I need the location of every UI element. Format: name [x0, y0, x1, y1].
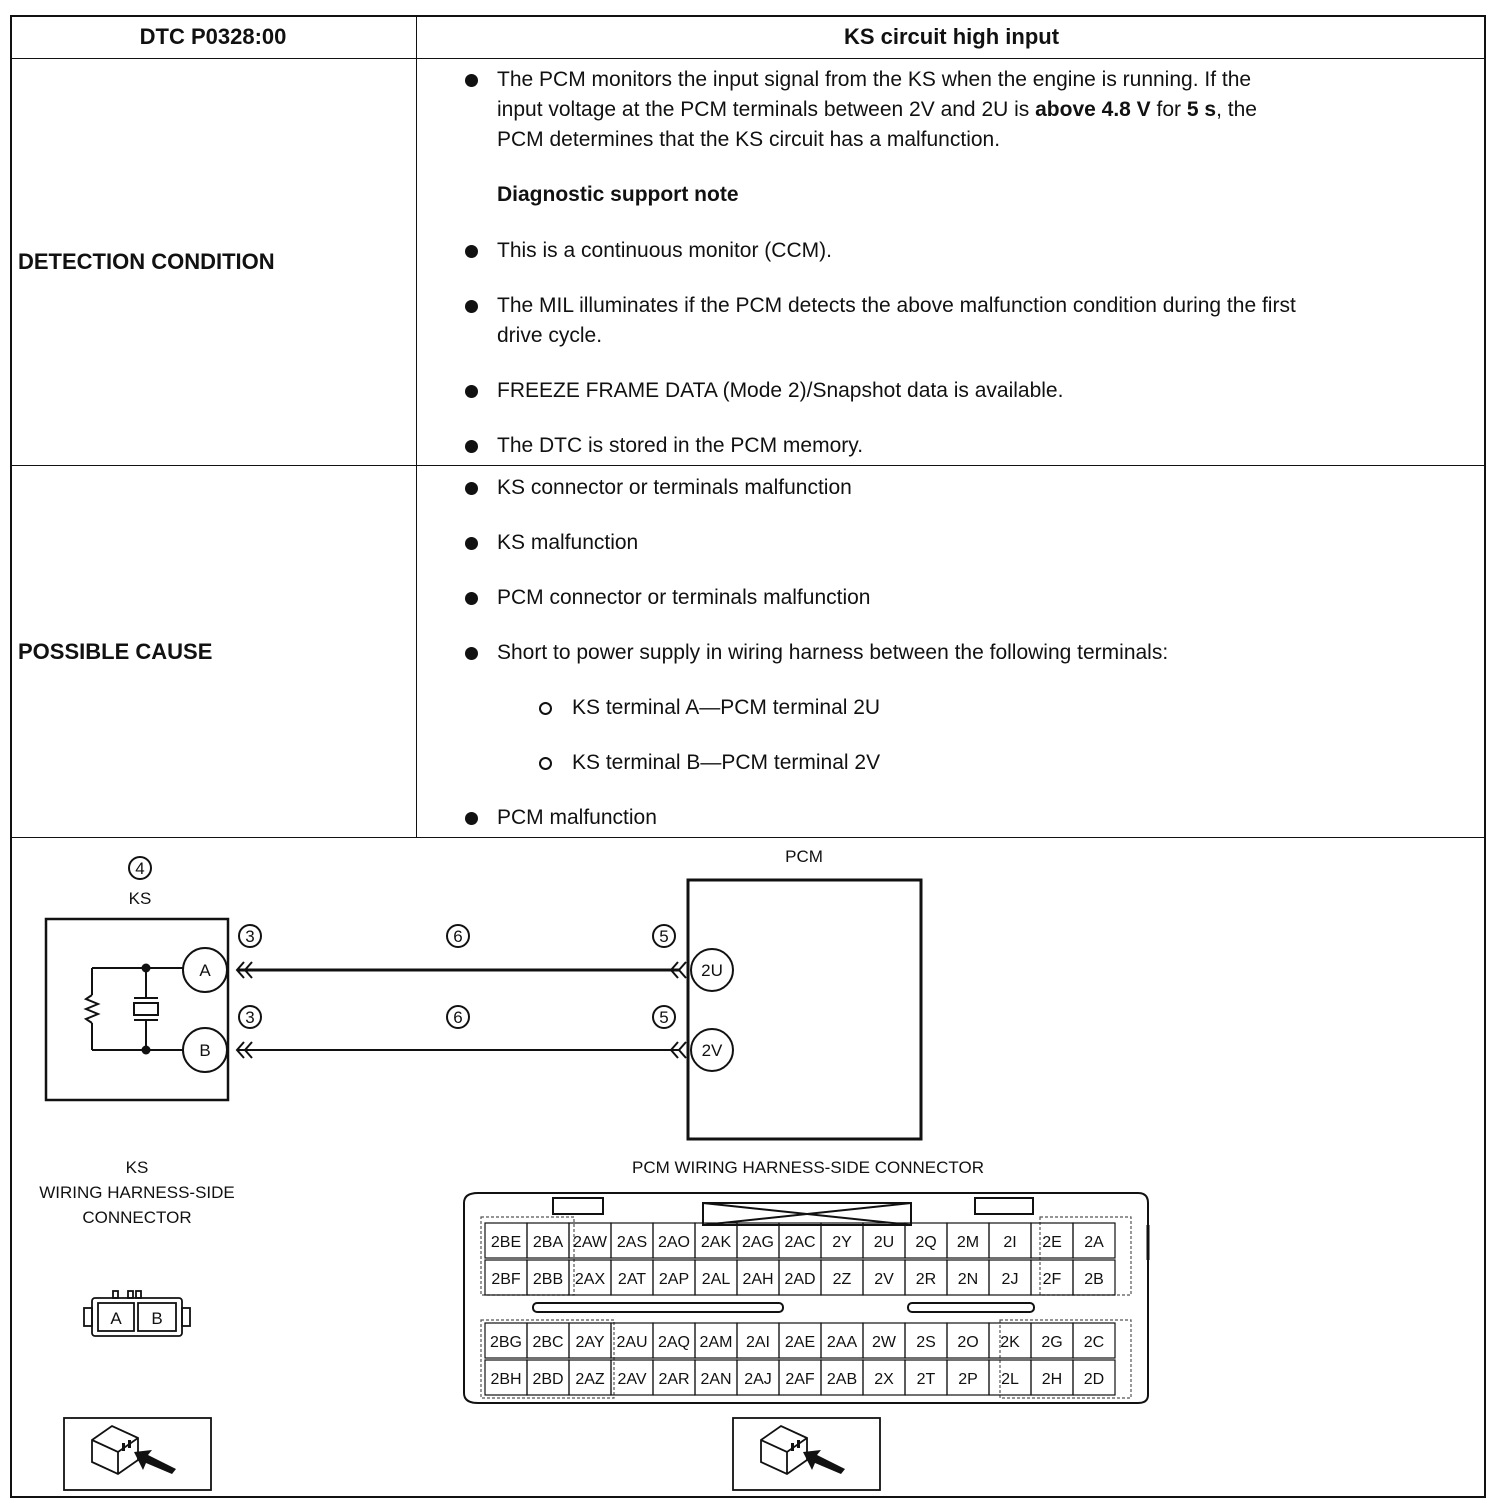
pcm-pin-label: 2R [915, 1271, 937, 1288]
pcm-pin-label: 2AD [784, 1271, 816, 1288]
pcm-pin-label: 2AH [742, 1271, 774, 1288]
pcm-pin-label: 2AC [784, 1234, 816, 1251]
pcm-pin-label: 2J [1001, 1271, 1019, 1288]
pcm-pin-label: 2AB [826, 1371, 858, 1388]
dtc-code: DTC P0328:00 [139, 24, 287, 49]
pcm-pin-label: 2A [1084, 1234, 1104, 1251]
pcm-pin-label: 2D [1083, 1371, 1105, 1388]
ref-5: 5 [659, 1008, 669, 1027]
pcm-pin-label: 2C [1083, 1334, 1105, 1351]
pcm-pin-label: 2AS [616, 1234, 648, 1251]
pcm-pin-label: 2AR [658, 1371, 690, 1388]
pcm-pin-label: 2AQ [657, 1334, 691, 1351]
ks-connector-title: CONNECTOR [82, 1208, 192, 1227]
ks-sensor-box [46, 919, 228, 1100]
pcm-pin-label: 2U [873, 1234, 895, 1251]
pcm-pin-label: 2M [956, 1234, 980, 1251]
cause-sub-bullet-1: KS terminal A—PCM terminal 2U [572, 696, 881, 719]
cause-sub-bullet-2: KS terminal B—PCM terminal 2V [572, 751, 881, 774]
pcm-pin-label: 2AZ [575, 1371, 605, 1388]
pcm-pin-label: 2BB [532, 1271, 564, 1288]
detection-bullet-4: FREEZE FRAME DATA (Mode 2)/Snapshot data is available. [497, 379, 1064, 402]
connector-icon [92, 1426, 138, 1474]
ref-3: 3 [245, 1008, 255, 1027]
pcm-pin-label: 2S [916, 1334, 936, 1351]
pcm-pin-label: 2AM [699, 1334, 733, 1351]
pcm-pin-label: 2Q [915, 1234, 937, 1251]
ks-connector-title: KS [125, 1158, 149, 1177]
pcm-pin-label: 2V [874, 1271, 894, 1288]
ks-connector-title: WIRING HARNESS-SIDE [39, 1183, 235, 1202]
pcm-pin-label: 2BF [491, 1271, 521, 1288]
detection-bullet-2: This is a continuous monitor (CCM). [497, 239, 832, 262]
ref-5: 5 [659, 927, 669, 946]
pcm-pin-label: 2H [1041, 1371, 1063, 1388]
pcm-pin-label: 2AW [572, 1234, 608, 1251]
pcm-pin-label: 2BC [532, 1334, 564, 1351]
pcm-pin-label: 2BE [490, 1234, 522, 1251]
ks-pin-b: B [199, 1041, 211, 1060]
duration-value: 5 s [1186, 98, 1217, 121]
detection-text-line: The MIL illuminates if the PCM detects the above malfunction condition during the first [497, 294, 1296, 317]
pcm-pin-label: 2AV [617, 1371, 647, 1388]
pcm-pin-label: 2Y [832, 1234, 852, 1251]
arrow-icon [134, 1450, 176, 1474]
pcm-pin-label: 2Z [832, 1271, 852, 1288]
cause-bullet-4: Short to power supply in wiring harness between the following terminals: [497, 641, 1169, 664]
possible-cause-label: POSSIBLE CAUSE [18, 639, 213, 664]
pcm-pin-label: 2BH [490, 1371, 522, 1388]
pcm-pin-label: 2AT [617, 1271, 647, 1288]
arrow-icon [803, 1450, 845, 1474]
cause-bullet-1: KS connector or terminals malfunction [497, 476, 852, 499]
detection-text-line: drive cycle. [497, 324, 603, 347]
pcm-pin-2v: 2V [701, 1041, 723, 1060]
cause-bullet-5: PCM malfunction [497, 806, 657, 829]
pcm-pin-label: 2BG [489, 1334, 523, 1351]
pcm-pin-label: 2O [957, 1334, 979, 1351]
pcm-pin-label: 2G [1041, 1334, 1063, 1351]
pcm-box [688, 880, 921, 1139]
pcm-pin-label: 2AU [616, 1334, 648, 1351]
ks-conn-pin-b: B [151, 1309, 163, 1328]
pcm-connector-title: PCM WIRING HARNESS-SIDE CONNECTOR [632, 1158, 984, 1177]
pcm-pin-label: 2B [1084, 1271, 1104, 1288]
ks-pin-a: A [199, 961, 211, 980]
detection-text-line: PCM determines that the KS circuit has a malfunction. [497, 128, 1001, 151]
pcm-pin-label: 2K [1000, 1334, 1020, 1351]
pcm-pin-label: 2AA [826, 1334, 858, 1351]
text-span: , the [1216, 98, 1257, 121]
pcm-pin-label: 2AO [657, 1234, 691, 1251]
pcm-pin-label: 2AX [574, 1271, 606, 1288]
pcm-pin-label: 2BA [532, 1234, 564, 1251]
detection-condition-label: DETECTION CONDITION [18, 249, 275, 274]
pcm-pin-label: 2I [1003, 1234, 1017, 1251]
detection-bullet-5: The DTC is stored in the PCM memory. [497, 434, 864, 457]
connector-icon [761, 1426, 807, 1474]
pcm-pin-label: 2AI [745, 1334, 771, 1351]
ks-harness-connector [84, 1291, 190, 1336]
pcm-pin-label: 2AE [784, 1334, 816, 1351]
ref-3: 3 [245, 927, 255, 946]
pcm-pin-label: 2W [872, 1334, 896, 1351]
ks-label: KS [128, 889, 152, 908]
pcm-pin-label: 2X [874, 1371, 894, 1388]
detection-text-line: The PCM monitors the input signal from the KS when the engine is running. If the [497, 68, 1252, 91]
ref-4: 4 [135, 859, 145, 878]
pcm-pin-label: 2E [1042, 1234, 1062, 1251]
ref-6: 6 [453, 927, 463, 946]
resistor-icon [86, 995, 98, 1023]
pcm-pin-label: 2AP [658, 1271, 690, 1288]
pcm-label: PCM [785, 847, 823, 866]
pcm-pin-label: 2P [958, 1371, 978, 1388]
text-span: for [1150, 98, 1187, 121]
pcm-pin-2u: 2U [701, 961, 723, 980]
pcm-pin-label: 2AL [701, 1271, 731, 1288]
text-span: input voltage at the PCM terminals between 2V and 2U is [497, 98, 1036, 121]
pcm-pin-label: 2L [1001, 1371, 1019, 1388]
pcm-pin-label: 2AJ [744, 1371, 772, 1388]
pcm-pin-label: 2N [957, 1271, 979, 1288]
cause-bullet-2: KS malfunction [497, 531, 639, 554]
cause-bullet-3: PCM connector or terminals malfunction [497, 586, 871, 609]
ref-6: 6 [453, 1008, 463, 1027]
pcm-pin-label: 2AY [575, 1334, 605, 1351]
threshold-value: above 4.8 V [1035, 98, 1151, 121]
pcm-pin-label: 2AK [700, 1234, 732, 1251]
pcm-pin-label: 2F [1042, 1271, 1062, 1288]
pcm-pin-label: 2AG [741, 1234, 775, 1251]
pcm-pin-label: 2BD [532, 1371, 564, 1388]
dtc-title: KS circuit high input [843, 24, 1060, 49]
pcm-pin-label: 2AN [700, 1371, 732, 1388]
pcm-pin-label: 2T [916, 1371, 936, 1388]
diagnostic-support-note-title: Diagnostic support note [497, 183, 739, 206]
pcm-pin-label: 2AF [785, 1371, 815, 1388]
ks-conn-pin-a: A [110, 1309, 122, 1328]
